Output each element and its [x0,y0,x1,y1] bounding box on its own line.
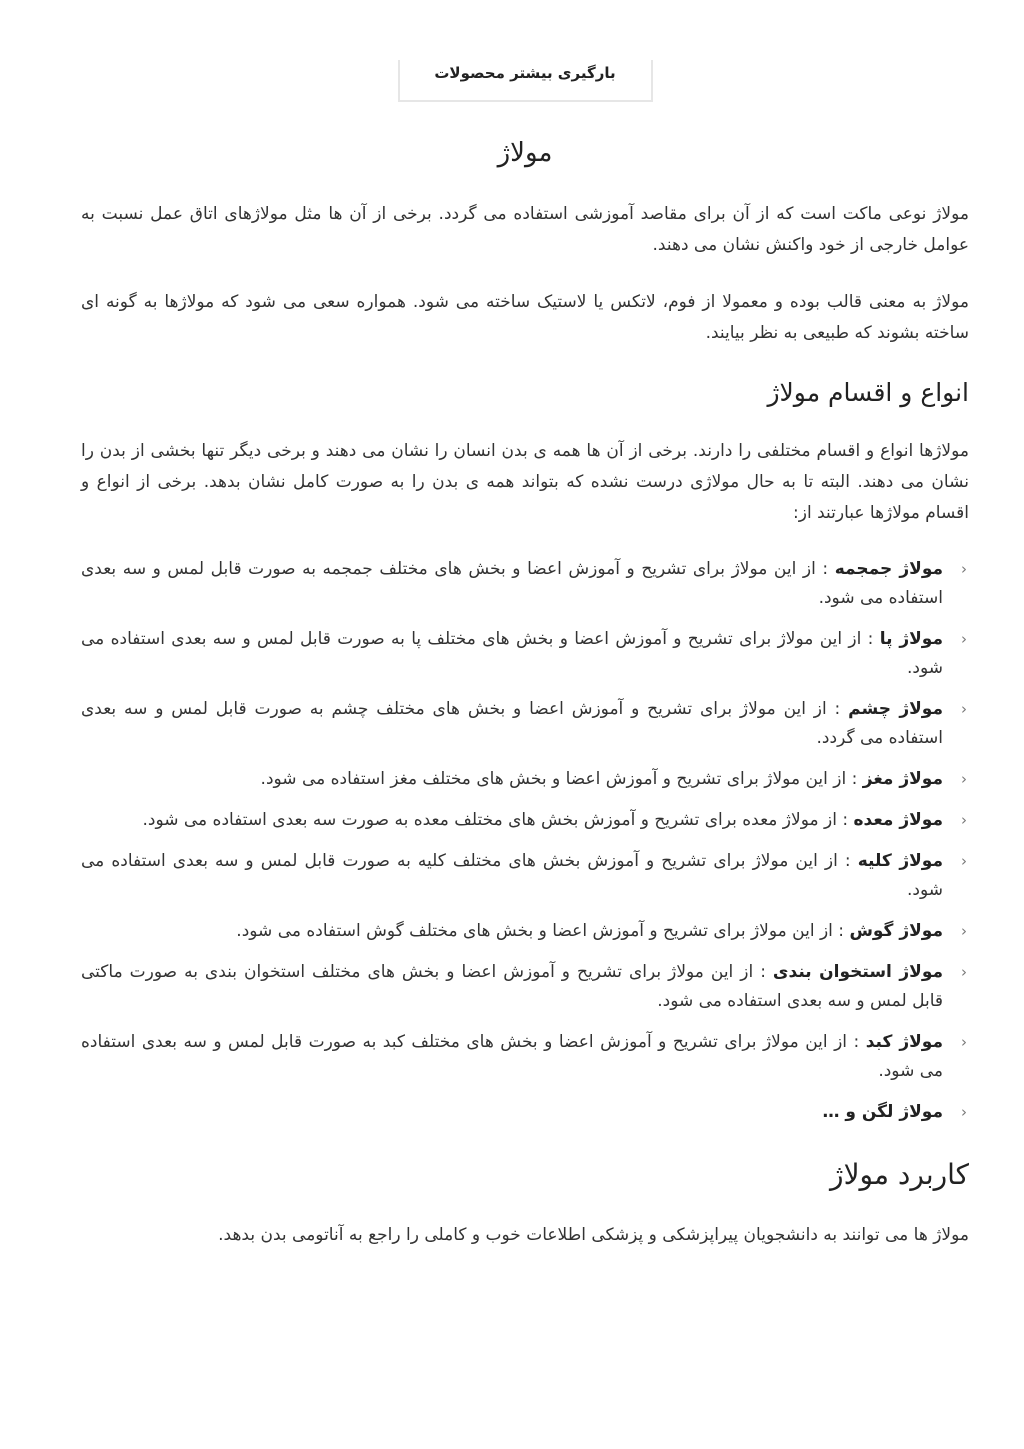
item-term: مولاژ چشم [848,699,943,720]
list-item [81,806,967,835]
load-more-container [81,0,969,102]
list-item [81,847,967,905]
load-more-products-button[interactable]: بارگیری بیشتر محصولات [398,60,653,102]
item-term: مولاژ کلیه [857,851,943,872]
chevron-left-icon: ‹ [961,852,967,871]
chevron-left-icon: ‹ [961,811,967,830]
item-term: مولاژ معده [853,810,943,831]
chevron-left-icon: ‹ [961,1033,967,1052]
item-desc: : از این مولاژ برای تشریح و آموزش اعضا و بخش های مختلف گوش استفاده می شود. [236,921,850,942]
chevron-left-icon: ‹ [961,770,967,789]
list-item [81,917,967,946]
types-heading: انواع و اقسام مولاژ [767,378,969,408]
item-desc: : از این مولاژ برای تشریح و آموزش اعضا و بخش های مختلف کبد به صورت قابل لمس و سه بعدی استفاده می شود. [81,1032,943,1082]
chevron-left-icon: ‹ [961,922,967,941]
list-item [81,625,967,683]
item-term: مولاژ مغز [862,769,943,790]
usage-paragraph: مولاژ ها می توانند به دانشجویان پیراپزشکی و پزشکی اطلاعات خوب و کاملی را راجع به آناتومی بدن بدهد. [218,1225,969,1246]
item-desc: : از این مولاژ برای تشریح و آموزش اعضا و بخش های مختلف چشم به صورت قابل لمس و سه بعدی استفاده می گردد. [81,699,943,749]
item-term: مولاژ استخوان بندی [772,962,944,983]
page-title: مولاژ [497,138,553,168]
list-item [81,1028,967,1086]
item-desc: : از مولاژ معده برای تشریح و آموزش بخش های مختلف معده به صورت سه بعدی استفاده می شود. [142,810,854,831]
usage-heading: کاربرد مولاژ [830,1158,969,1192]
list-item [81,958,967,1016]
item-desc: : از این مولاژ برای تشریح و آموزش اعضا و بخش های مختلف استخوان بندی به صورت ماکتی قابل لمس و سه بعدی استفاده می شود. [81,962,943,1012]
item-term: مولاژ پا [879,629,943,650]
intro-paragraph-1: مولاژ نوعی ماکت است که از آن برای مقاصد آموزشی استفاده می گردد. برخی از آن ها مثل مولاژهای اتاق عمل نسبت به عوامل خارجی از خود واکنش نشان می دهند. [81,204,969,256]
item-desc: : از این مولاژ برای تشریح و آموزش اعضا و بخش های مختلف جمجمه به صورت قابل لمس و سه بعدی استفاده می شود. [81,559,943,609]
chevron-left-icon: ‹ [961,963,967,982]
chevron-left-icon: ‹ [961,560,967,579]
types-paragraph: مولاژها انواع و اقسام مختلفی را دارند. برخی از آن ها همه ی بدن انسان را نشان می دهند و برخی دیگر تنها بخشی از بدن را نشان می دهند. البته تا به حال مولاژی درست نشده که بتواند همه ی بدن را به صورت کامل نشان بدهد. برخی از انواع و اقسام مولاژها عبارتند از: [81,441,969,524]
item-desc: : از این مولاژ برای تشریح و آموزش اعضا و بخش های مختلف مغز استفاده می شود. [260,769,863,790]
list-item [81,695,967,753]
list-item [81,1098,967,1127]
item-term: مولاژ گوش [849,921,943,942]
item-term: مولاژ کبد [865,1032,943,1053]
item-term: مولاژ جمجمه [834,559,944,580]
list-item [81,765,967,794]
intro-paragraph-2: مولاژ به معنی قالب بوده و معمولا از فوم، لاتکس یا لاستیک ساخته می شود. همواره سعی می شود که مولاژها به گونه ای ساخته بشوند که طبیعی به نظر بیایند. [81,292,969,344]
chevron-left-icon: ‹ [961,630,967,649]
types-list [81,555,969,1127]
chevron-left-icon: ‹ [961,700,967,719]
item-term: مولاژ لگن و … [822,1102,943,1123]
list-item [81,555,967,613]
chevron-left-icon: ‹ [961,1103,967,1122]
item-desc: : از این مولاژ برای تشریح و آموزش اعضا و بخش های مختلف پا به صورت قابل لمس و سه بعدی استفاده می شود. [81,629,943,679]
item-desc: : از این مولاژ برای تشریح و آموزش بخش های مختلف کلیه به صورت قابل لمس و سه بعدی استفاده می شود. [81,851,943,901]
